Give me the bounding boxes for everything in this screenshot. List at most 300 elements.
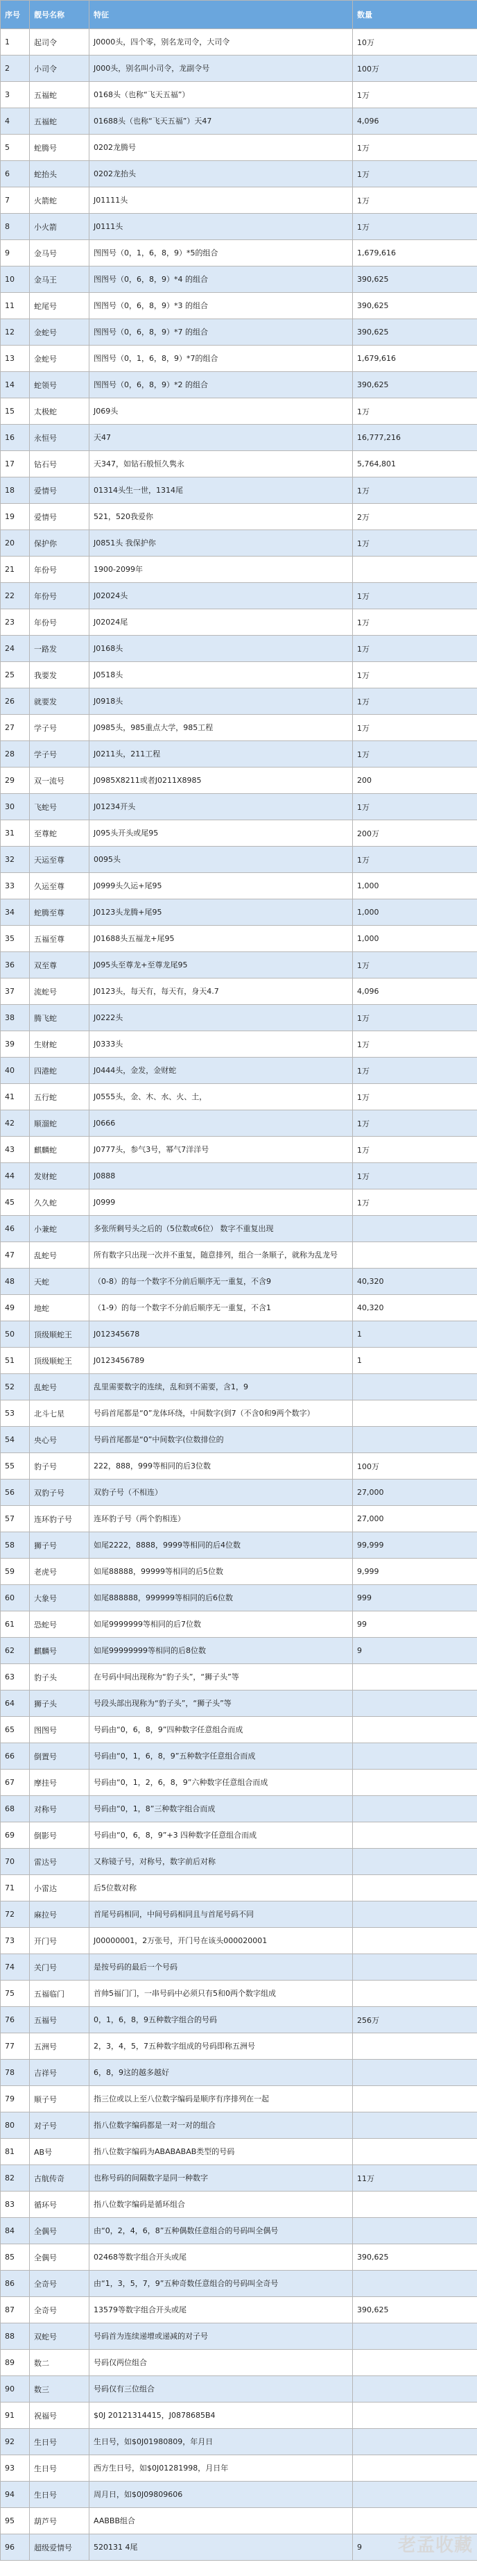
row-quantity bbox=[353, 1928, 477, 1954]
table-row bbox=[1, 2403, 477, 2429]
row-index: 90 bbox=[1, 2376, 30, 2403]
row-quantity: 1万 bbox=[353, 609, 477, 636]
row-quantity: 1万 bbox=[353, 1163, 477, 1189]
row-feature: J01234开头 bbox=[89, 794, 353, 820]
row-index: 76 bbox=[1, 2007, 30, 2033]
row-feature: J0123456789 bbox=[89, 1348, 353, 1374]
row-name: 超级爱情号 bbox=[30, 2534, 89, 2561]
row-quantity bbox=[353, 1242, 477, 1269]
row-index: 85 bbox=[1, 2244, 30, 2271]
row-index: 25 bbox=[1, 662, 30, 688]
row-quantity bbox=[353, 2086, 477, 2112]
row-quantity: 200 bbox=[353, 768, 477, 794]
table-row bbox=[1, 214, 477, 240]
row-quantity bbox=[353, 2192, 477, 2218]
row-index: 41 bbox=[1, 1084, 30, 1110]
row-name: 金蛇号 bbox=[30, 319, 89, 346]
row-quantity: 1万 bbox=[353, 847, 477, 873]
row-quantity: 1万 bbox=[353, 794, 477, 820]
row-feature: 图图号（0，1，6，8，9）*7的组合 bbox=[89, 346, 353, 372]
row-quantity bbox=[353, 1400, 477, 1427]
row-index: 27 bbox=[1, 715, 30, 741]
table-row bbox=[1, 1822, 477, 1849]
row-feature: J095头至尊龙+至尊龙尾95 bbox=[89, 952, 353, 978]
row-feature: 首帅5福门门，一串号码中必须只有5和0两个数字组成 bbox=[89, 1981, 353, 2007]
row-index: 6 bbox=[1, 161, 30, 187]
row-index: 62 bbox=[1, 1638, 30, 1664]
row-feature: J0851头 我保护你 bbox=[89, 530, 353, 557]
row-name: 我要发 bbox=[30, 662, 89, 688]
row-feature: 02468等数字组合开头或尾 bbox=[89, 2244, 353, 2271]
table-row bbox=[1, 2218, 477, 2244]
row-quantity: 1万 bbox=[353, 583, 477, 609]
row-name: 对子号 bbox=[30, 2112, 89, 2139]
table-row bbox=[1, 926, 477, 952]
row-feature: 指八位数字编码是循环组合 bbox=[89, 2192, 353, 2218]
row-feature: 如尾9999999等相同的后7位数 bbox=[89, 1611, 353, 1638]
table-row bbox=[1, 2508, 477, 2534]
row-feature: 号码首尾都是“0”中间数字(位数排位的 bbox=[89, 1427, 353, 1453]
row-index: 34 bbox=[1, 899, 30, 926]
row-name: 老虎号 bbox=[30, 1559, 89, 1585]
row-feature: 222，888，999等相同的后3位数 bbox=[89, 1453, 353, 1480]
row-name: 金马王 bbox=[30, 266, 89, 293]
row-name: 北斗七星 bbox=[30, 1400, 89, 1427]
row-name: 飞蛇号 bbox=[30, 794, 89, 820]
table-row bbox=[1, 1664, 477, 1690]
row-name: 图图号 bbox=[30, 1717, 89, 1743]
row-feature: 号码由“0，6，8，9”+3 四种数字任意组合而成 bbox=[89, 1822, 353, 1849]
row-index: 9 bbox=[1, 240, 30, 266]
row-name: 倒影号 bbox=[30, 1822, 89, 1849]
table-row bbox=[1, 1638, 477, 1664]
row-feature: J095头开头或尾95 bbox=[89, 820, 353, 847]
row-name: 双蛇号 bbox=[30, 2323, 89, 2350]
row-feature: 天47 bbox=[89, 425, 353, 451]
row-index: 13 bbox=[1, 346, 30, 372]
row-quantity: 9,999 bbox=[353, 1559, 477, 1585]
row-quantity bbox=[353, 2112, 477, 2139]
row-name: 生日号 bbox=[30, 2455, 89, 2482]
row-quantity: 1万 bbox=[353, 688, 477, 715]
row-feature: 后5位数对称 bbox=[89, 1875, 353, 1901]
row-name: 至尊蛇 bbox=[30, 820, 89, 847]
row-feature: 0168头（也称“飞天五福”） bbox=[89, 82, 353, 108]
row-index: 86 bbox=[1, 2271, 30, 2297]
table-row bbox=[1, 1189, 477, 1216]
row-feature: 图图号（0，6，8，9）*2 的组合 bbox=[89, 372, 353, 398]
row-name: 年份号 bbox=[30, 583, 89, 609]
row-quantity: 4,096 bbox=[353, 978, 477, 1005]
table-row bbox=[1, 477, 477, 504]
row-name: 流蛇号 bbox=[30, 978, 89, 1005]
row-quantity: 99,999 bbox=[353, 1532, 477, 1559]
row-index: 19 bbox=[1, 504, 30, 530]
row-index: 8 bbox=[1, 214, 30, 240]
row-index: 31 bbox=[1, 820, 30, 847]
row-feature: J0555头，金、木、水、火、土， bbox=[89, 1084, 353, 1110]
row-quantity: 1 bbox=[353, 1348, 477, 1374]
row-index: 20 bbox=[1, 530, 30, 557]
row-quantity bbox=[353, 1374, 477, 1400]
row-quantity: 390,625 bbox=[353, 2297, 477, 2323]
table-row bbox=[1, 715, 477, 741]
row-feature: 由“0，2，4，6，8”五种偶数任意组合的号码叫全偶号 bbox=[89, 2218, 353, 2244]
row-feature: 号码由“0，1，6，8，9”五种数字任意组合而成 bbox=[89, 1743, 353, 1770]
row-feature: 号码由“0，6，8，9”四种数字任意组合而成 bbox=[89, 1717, 353, 1743]
row-quantity: 27,000 bbox=[353, 1506, 477, 1532]
row-index: 4 bbox=[1, 108, 30, 135]
row-index: 33 bbox=[1, 873, 30, 899]
row-quantity: 1万 bbox=[353, 1005, 477, 1031]
row-feature: J0222头 bbox=[89, 1005, 353, 1031]
row-feature: 在号码中间出现称为“豹子头”，“狮子头”等 bbox=[89, 1664, 353, 1690]
row-index: 67 bbox=[1, 1770, 30, 1796]
row-index: 75 bbox=[1, 1981, 30, 2007]
row-quantity: 390,625 bbox=[353, 372, 477, 398]
row-quantity: 1万 bbox=[353, 1058, 477, 1084]
row-index: 42 bbox=[1, 1110, 30, 1137]
row-quantity bbox=[353, 2139, 477, 2165]
table-row bbox=[1, 1242, 477, 1269]
table-row bbox=[1, 2271, 477, 2297]
table-row bbox=[1, 319, 477, 346]
row-feature: J0666 bbox=[89, 1110, 353, 1137]
row-name: 五福蛇 bbox=[30, 82, 89, 108]
row-feature: J02024头 bbox=[89, 583, 353, 609]
row-index: 57 bbox=[1, 1506, 30, 1532]
table-row bbox=[1, 240, 477, 266]
table-row bbox=[1, 2297, 477, 2323]
row-name: 五福至尊 bbox=[30, 926, 89, 952]
table-row bbox=[1, 2192, 477, 2218]
row-quantity: 1万 bbox=[353, 161, 477, 187]
row-feature: 乱里需要数字的连续，乱和到不需要，含1，9 bbox=[89, 1374, 353, 1400]
row-name: 五福号 bbox=[30, 2007, 89, 2033]
row-quantity bbox=[353, 2033, 477, 2060]
row-name: 数二 bbox=[30, 2350, 89, 2376]
row-name: 双豹子号 bbox=[30, 1480, 89, 1506]
row-name: 葫芦号 bbox=[30, 2508, 89, 2534]
row-quantity: 1,000 bbox=[353, 926, 477, 952]
row-quantity: 9 bbox=[353, 1638, 477, 1664]
row-name: 起司令 bbox=[30, 29, 89, 56]
row-quantity: 27,000 bbox=[353, 1480, 477, 1506]
row-feature: 号码首尾都是“0”龙体环绕，中间数字(到7（不含0和9两个数字） bbox=[89, 1400, 353, 1427]
row-index: 26 bbox=[1, 688, 30, 715]
row-feature: 如尾2222，8888，9999等相同的后4位数 bbox=[89, 1532, 353, 1559]
row-name: 恐蛇号 bbox=[30, 1611, 89, 1638]
row-quantity: 1万 bbox=[353, 662, 477, 688]
row-name: 顺溜蛇 bbox=[30, 1110, 89, 1137]
row-index: 47 bbox=[1, 1242, 30, 1269]
row-name: 金蛇号 bbox=[30, 346, 89, 372]
row-quantity bbox=[353, 1822, 477, 1849]
row-index: 55 bbox=[1, 1453, 30, 1480]
row-name: 祝福号 bbox=[30, 2403, 89, 2429]
table-row bbox=[1, 609, 477, 636]
row-index: 17 bbox=[1, 451, 30, 477]
row-feature: 0095头 bbox=[89, 847, 353, 873]
row-index: 52 bbox=[1, 1374, 30, 1400]
table-row bbox=[1, 952, 477, 978]
row-index: 66 bbox=[1, 1743, 30, 1770]
row-name: 天运至尊 bbox=[30, 847, 89, 873]
row-index: 29 bbox=[1, 768, 30, 794]
table-row bbox=[1, 346, 477, 372]
row-feature: J01688头五福龙+尾95 bbox=[89, 926, 353, 952]
table-row bbox=[1, 583, 477, 609]
table-row bbox=[1, 2482, 477, 2508]
row-feature: 图图号（0，6，8，9）*7 的组合 bbox=[89, 319, 353, 346]
row-index: 50 bbox=[1, 1321, 30, 1348]
table-row bbox=[1, 1400, 477, 1427]
row-feature: J0985X8211或者J0211X8985 bbox=[89, 768, 353, 794]
row-quantity bbox=[353, 1901, 477, 1928]
row-feature: 多张所剩号头之后的（5位数或6位） 数字不重复出现 bbox=[89, 1216, 353, 1242]
row-name: 乱蛇号 bbox=[30, 1242, 89, 1269]
table-row bbox=[1, 636, 477, 662]
row-index: 37 bbox=[1, 978, 30, 1005]
row-index: 51 bbox=[1, 1348, 30, 1374]
row-name: 全奇号 bbox=[30, 2271, 89, 2297]
row-index: 60 bbox=[1, 1585, 30, 1611]
row-feature: 由“1，3，5，7，9”五种奇数任意组合的号码叫全奇号 bbox=[89, 2271, 353, 2297]
row-feature: 如尾99999999等相同的后8位数 bbox=[89, 1638, 353, 1664]
row-quantity: 1万 bbox=[353, 398, 477, 425]
row-name: 蛇尾号 bbox=[30, 293, 89, 319]
row-name: 小雷达 bbox=[30, 1875, 89, 1901]
table-row bbox=[1, 688, 477, 715]
row-name: 爱情号 bbox=[30, 477, 89, 504]
row-index: 18 bbox=[1, 477, 30, 504]
row-feature: 双豹子号（不相连） bbox=[89, 1480, 353, 1506]
row-quantity: 999 bbox=[353, 1585, 477, 1611]
row-index: 2 bbox=[1, 56, 30, 82]
table-row bbox=[1, 2139, 477, 2165]
table-row bbox=[1, 899, 477, 926]
row-feature: J000头，别名叫小司令，龙副令号 bbox=[89, 56, 353, 82]
row-name: 顶级顺蛇王 bbox=[30, 1321, 89, 1348]
row-name: 小火箭 bbox=[30, 214, 89, 240]
row-quantity bbox=[353, 1743, 477, 1770]
row-name: 乱蛇号 bbox=[30, 1374, 89, 1400]
row-index: 15 bbox=[1, 398, 30, 425]
row-index: 80 bbox=[1, 2112, 30, 2139]
row-quantity: 5,764,801 bbox=[353, 451, 477, 477]
row-name: 顺子号 bbox=[30, 2086, 89, 2112]
table-row bbox=[1, 161, 477, 187]
row-index: 72 bbox=[1, 1901, 30, 1928]
row-feature: J012345678 bbox=[89, 1321, 353, 1348]
row-name: 麒麟号 bbox=[30, 1638, 89, 1664]
row-index: 48 bbox=[1, 1269, 30, 1295]
row-index: 28 bbox=[1, 741, 30, 768]
row-name: 五行蛇 bbox=[30, 1084, 89, 1110]
table-row bbox=[1, 1084, 477, 1110]
row-index: 12 bbox=[1, 319, 30, 346]
row-quantity bbox=[353, 1216, 477, 1242]
row-name: 全偶号 bbox=[30, 2218, 89, 2244]
table-row bbox=[1, 451, 477, 477]
table-row bbox=[1, 741, 477, 768]
table-row bbox=[1, 1374, 477, 1400]
row-feature: 号码由“0，1，2，6，8，9”六种数字任意组合而成 bbox=[89, 1770, 353, 1796]
row-name: 太极蛇 bbox=[30, 398, 89, 425]
table-row bbox=[1, 82, 477, 108]
row-quantity: 2万 bbox=[353, 504, 477, 530]
table-row bbox=[1, 1110, 477, 1137]
row-name: AB号 bbox=[30, 2139, 89, 2165]
row-index: 16 bbox=[1, 425, 30, 451]
table-row bbox=[1, 2060, 477, 2086]
table-row bbox=[1, 1585, 477, 1611]
row-name: 生财蛇 bbox=[30, 1031, 89, 1058]
table-row bbox=[1, 1559, 477, 1585]
row-name: 学子号 bbox=[30, 715, 89, 741]
table-row bbox=[1, 1875, 477, 1901]
row-quantity: 1万 bbox=[353, 214, 477, 240]
row-feature: J0999头久运+尾95 bbox=[89, 873, 353, 899]
row-feature: 如尾888888，999999等相同的后6位数 bbox=[89, 1585, 353, 1611]
row-quantity: 256万 bbox=[353, 2007, 477, 2033]
table-row bbox=[1, 2455, 477, 2482]
row-feature: 生日号，如$0J01980809，年月日 bbox=[89, 2429, 353, 2455]
row-name: 小司令 bbox=[30, 56, 89, 82]
row-quantity bbox=[353, 1717, 477, 1743]
row-quantity bbox=[353, 2271, 477, 2297]
row-name: 生日号 bbox=[30, 2429, 89, 2455]
row-index: 92 bbox=[1, 2429, 30, 2455]
row-feature: 首尾号码相同，中间号码相同且与首尾号码不同 bbox=[89, 1901, 353, 1928]
row-quantity: 1万 bbox=[353, 636, 477, 662]
row-quantity bbox=[353, 2060, 477, 2086]
row-quantity: 1 bbox=[353, 1321, 477, 1348]
row-feature: 号段头部出现称为“豹子头”，“狮子头”等 bbox=[89, 1690, 353, 1717]
row-name: 关门号 bbox=[30, 1954, 89, 1981]
row-quantity bbox=[353, 1690, 477, 1717]
row-feature: 号码仅两位组合 bbox=[89, 2350, 353, 2376]
row-quantity bbox=[353, 1427, 477, 1453]
row-feature: 号码由“0，1，8”三种数字组合而成 bbox=[89, 1796, 353, 1822]
table-row bbox=[1, 873, 477, 899]
table-row bbox=[1, 2007, 477, 2033]
row-index: 22 bbox=[1, 583, 30, 609]
row-feature: 又称镜子号，对称号，数字前后对称 bbox=[89, 1849, 353, 1875]
row-feature: 指八位数字编码都是一对一对的组合 bbox=[89, 2112, 353, 2139]
row-quantity: 390,625 bbox=[353, 266, 477, 293]
row-quantity bbox=[353, 1981, 477, 2007]
table-row bbox=[1, 2165, 477, 2192]
row-quantity: 9 bbox=[353, 2534, 477, 2561]
row-name: 全偶号 bbox=[30, 2244, 89, 2271]
row-index: 56 bbox=[1, 1480, 30, 1506]
header-feature: 特征 bbox=[89, 1, 353, 29]
table-row bbox=[1, 1849, 477, 1875]
row-feature: J0518头 bbox=[89, 662, 353, 688]
row-index: 44 bbox=[1, 1163, 30, 1189]
row-index: 93 bbox=[1, 2455, 30, 2482]
row-feature: J0333头 bbox=[89, 1031, 353, 1058]
row-quantity: 1,679,616 bbox=[353, 240, 477, 266]
row-name: 五福蛇 bbox=[30, 108, 89, 135]
row-name: 吉祥号 bbox=[30, 2060, 89, 2086]
table-row bbox=[1, 2086, 477, 2112]
row-quantity: 16,777,216 bbox=[353, 425, 477, 451]
row-name: 发财蛇 bbox=[30, 1163, 89, 1189]
table-row bbox=[1, 425, 477, 451]
row-feature: 6，8，9这的越多越好 bbox=[89, 2060, 353, 2086]
row-feature: J02024尾 bbox=[89, 609, 353, 636]
row-feature: J069头 bbox=[89, 398, 353, 425]
row-quantity: 11万 bbox=[353, 2165, 477, 2192]
row-index: 1 bbox=[1, 29, 30, 56]
row-name: 顶级顺蛇王 bbox=[30, 1348, 89, 1374]
row-feature: 也称号码的间隔数字是同一种数字 bbox=[89, 2165, 353, 2192]
table-row bbox=[1, 1954, 477, 1981]
row-index: 82 bbox=[1, 2165, 30, 2192]
header-quantity: 数量 bbox=[353, 1, 477, 29]
table-row bbox=[1, 1690, 477, 1717]
table-row bbox=[1, 1295, 477, 1321]
table-header-row bbox=[1, 1, 477, 29]
table-row bbox=[1, 398, 477, 425]
table-row bbox=[1, 1717, 477, 1743]
row-quantity bbox=[353, 2350, 477, 2376]
row-name: 数三 bbox=[30, 2376, 89, 2403]
table-row bbox=[1, 1137, 477, 1163]
row-quantity: 10万 bbox=[353, 29, 477, 56]
row-feature: 号码仅有三位组合 bbox=[89, 2376, 353, 2403]
row-index: 11 bbox=[1, 293, 30, 319]
row-feature: 指八位数字编码为ABABABAB类型的号码 bbox=[89, 2139, 353, 2165]
row-feature: 0202龙抬头 bbox=[89, 161, 353, 187]
table-row bbox=[1, 56, 477, 82]
row-quantity: 1万 bbox=[353, 741, 477, 768]
table-row bbox=[1, 266, 477, 293]
row-quantity bbox=[353, 1664, 477, 1690]
row-feature: 521，520我爱你 bbox=[89, 504, 353, 530]
table-row bbox=[1, 1981, 477, 2007]
header-name: 靓号名称 bbox=[30, 1, 89, 29]
header-index: 序号 bbox=[1, 1, 30, 29]
row-index: 36 bbox=[1, 952, 30, 978]
row-feature: 图图号（0，1，6，8，9）*5的组合 bbox=[89, 240, 353, 266]
row-name: 摩挂号 bbox=[30, 1770, 89, 1796]
table-row bbox=[1, 2323, 477, 2350]
table-row bbox=[1, 662, 477, 688]
row-feature: J0211头，211工程 bbox=[89, 741, 353, 768]
row-feature: $0J 20121314415，J0878685B4 bbox=[89, 2403, 353, 2429]
table-row bbox=[1, 1321, 477, 1348]
row-feature: J0444头，金发，金财蛇 bbox=[89, 1058, 353, 1084]
row-index: 78 bbox=[1, 2060, 30, 2086]
row-quantity bbox=[353, 1796, 477, 1822]
row-feature: J0123头龙腾+尾95 bbox=[89, 899, 353, 926]
row-feature: 西方生日号，如$0J01281998，月日年 bbox=[89, 2455, 353, 2482]
row-index: 10 bbox=[1, 266, 30, 293]
table-row bbox=[1, 1928, 477, 1954]
row-quantity: 1万 bbox=[353, 477, 477, 504]
row-index: 94 bbox=[1, 2482, 30, 2508]
row-feature: J0888 bbox=[89, 1163, 353, 1189]
row-feature: 周月日，如$0J09809606 bbox=[89, 2482, 353, 2508]
row-index: 91 bbox=[1, 2403, 30, 2429]
row-index: 38 bbox=[1, 1005, 30, 1031]
table-row bbox=[1, 2112, 477, 2139]
row-name: 央心号 bbox=[30, 1427, 89, 1453]
table-row bbox=[1, 1163, 477, 1189]
